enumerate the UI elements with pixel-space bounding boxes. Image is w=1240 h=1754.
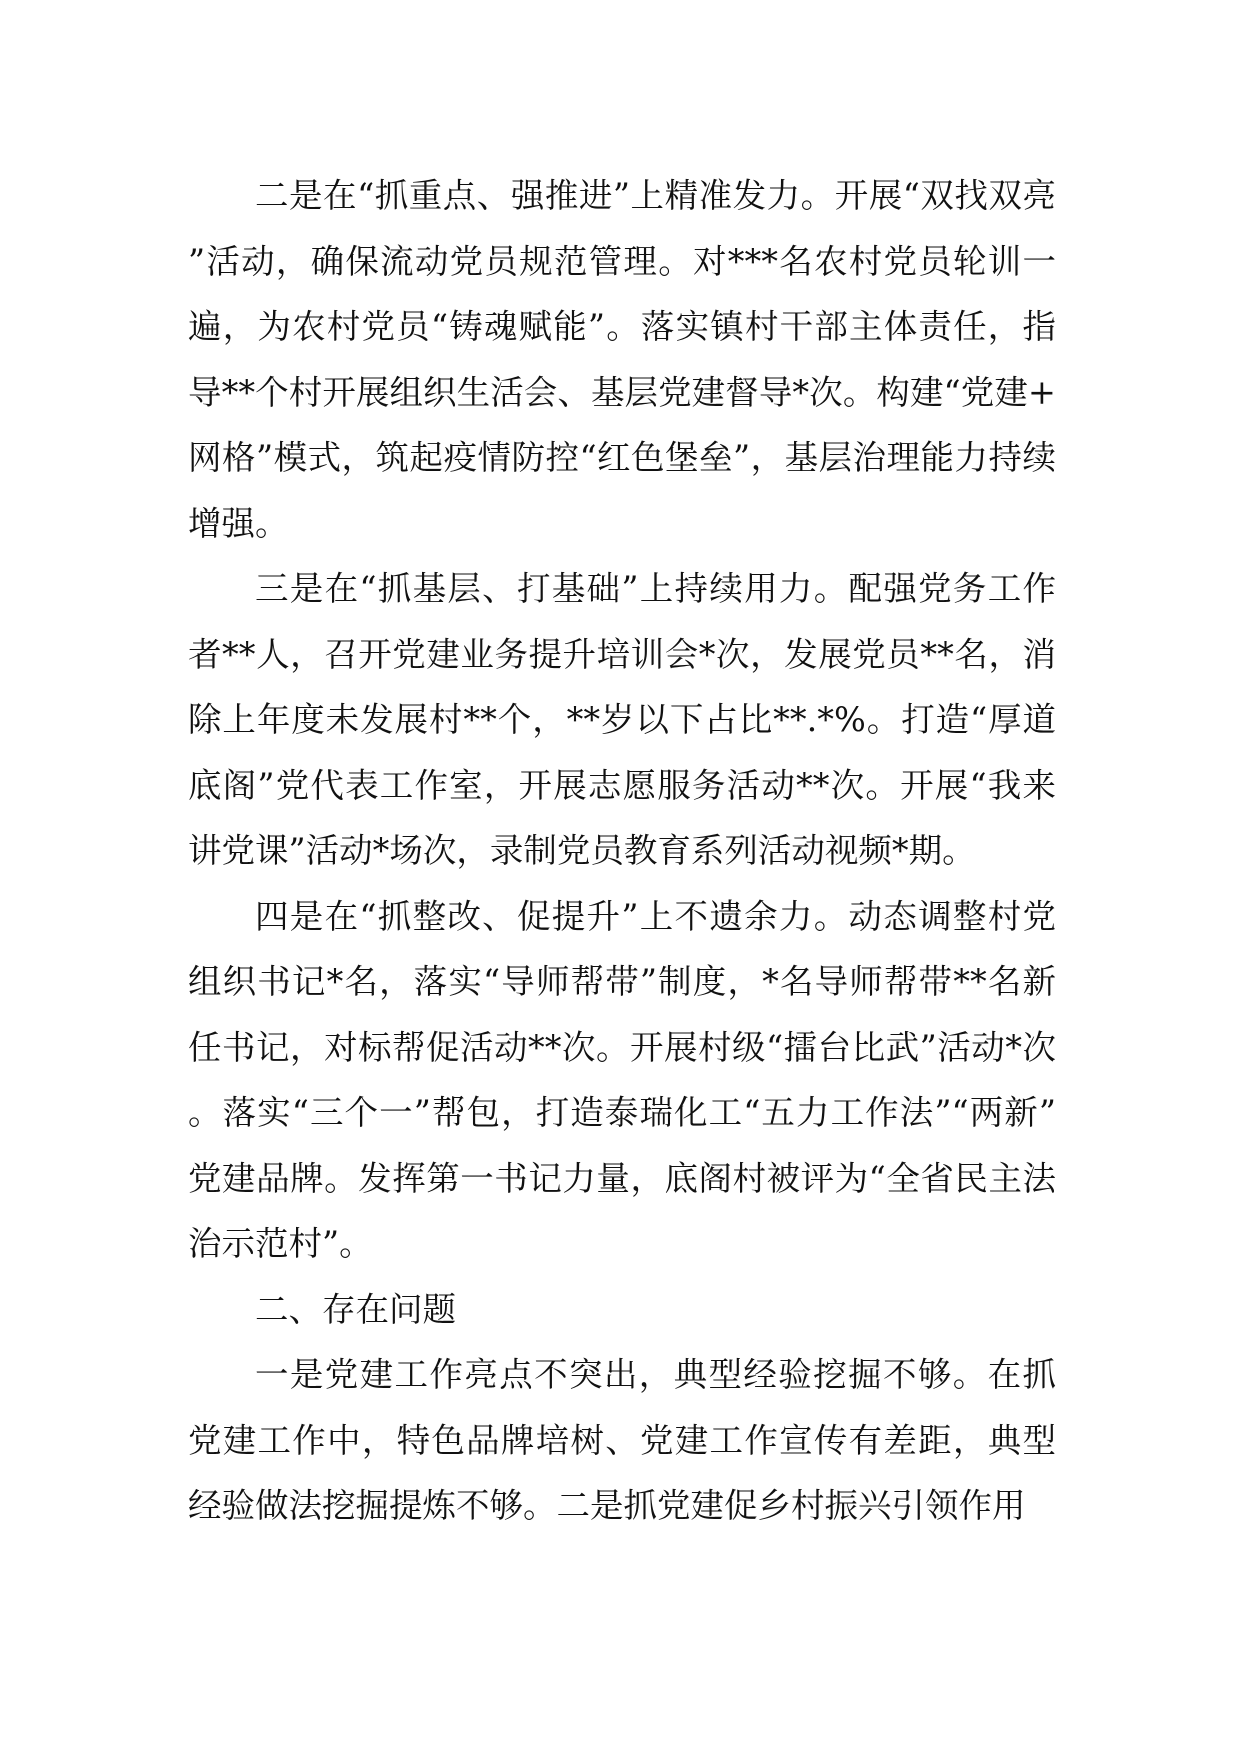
- paragraph-problems: 一是党建工作亮点不突出，典型经验挖掘不够。在抓党建工作中，特色品牌培树、党建工作宣传有差距，典型经验做法挖掘提炼不够。二是抓党建促乡村振兴引领作用: [188, 1355, 1056, 1525]
- paragraph-rectification: 四是在“抓整改、促提升”上不遗余力。动态调整村党组织书记*名，落实“导师帮带”制度，*名导师帮带**名新任书记，对标帮促活动**次。开展村级“擂台比武”活动*次。落实“三个一”帮包，打造泰瑞化工“五力工作法”“两新”党建品牌。发挥第一书记力量，底阁村被评为“全省民主法治示范村”。: [188, 896, 1056, 1263]
- paragraph-grassroots: 三是在“抓基层、打基础”上持续用力。配强党务工作者**人，召开党建业务提升培训会*次，发展党员**名，消除上年度未发展村**个，**岁以下占比**.*%。打造“厚道底阁”党代表工作室，开展志愿服务活动**次。开展“我来讲党课”活动*场次，录制党员教育系列活动视频*期。: [188, 569, 1056, 870]
- paragraph-key-points: 二是在“抓重点、强推进”上精准发力。开展“双找双亮”活动，确保流动党员规范管理。对***名农村党员轮训一遍，为农村党员“铸魂赋能”。落实镇村干部主体责任，指导**个村开展组织生活会、基层党建督导*次。构建“党建+网格”模式，筑起疫情防控“红色堡垒”，基层治理能力持续增强。: [188, 176, 1056, 543]
- section-heading-problems: 二、存在问题: [255, 1289, 456, 1329]
- document-body: [188, 163, 1056, 1539]
